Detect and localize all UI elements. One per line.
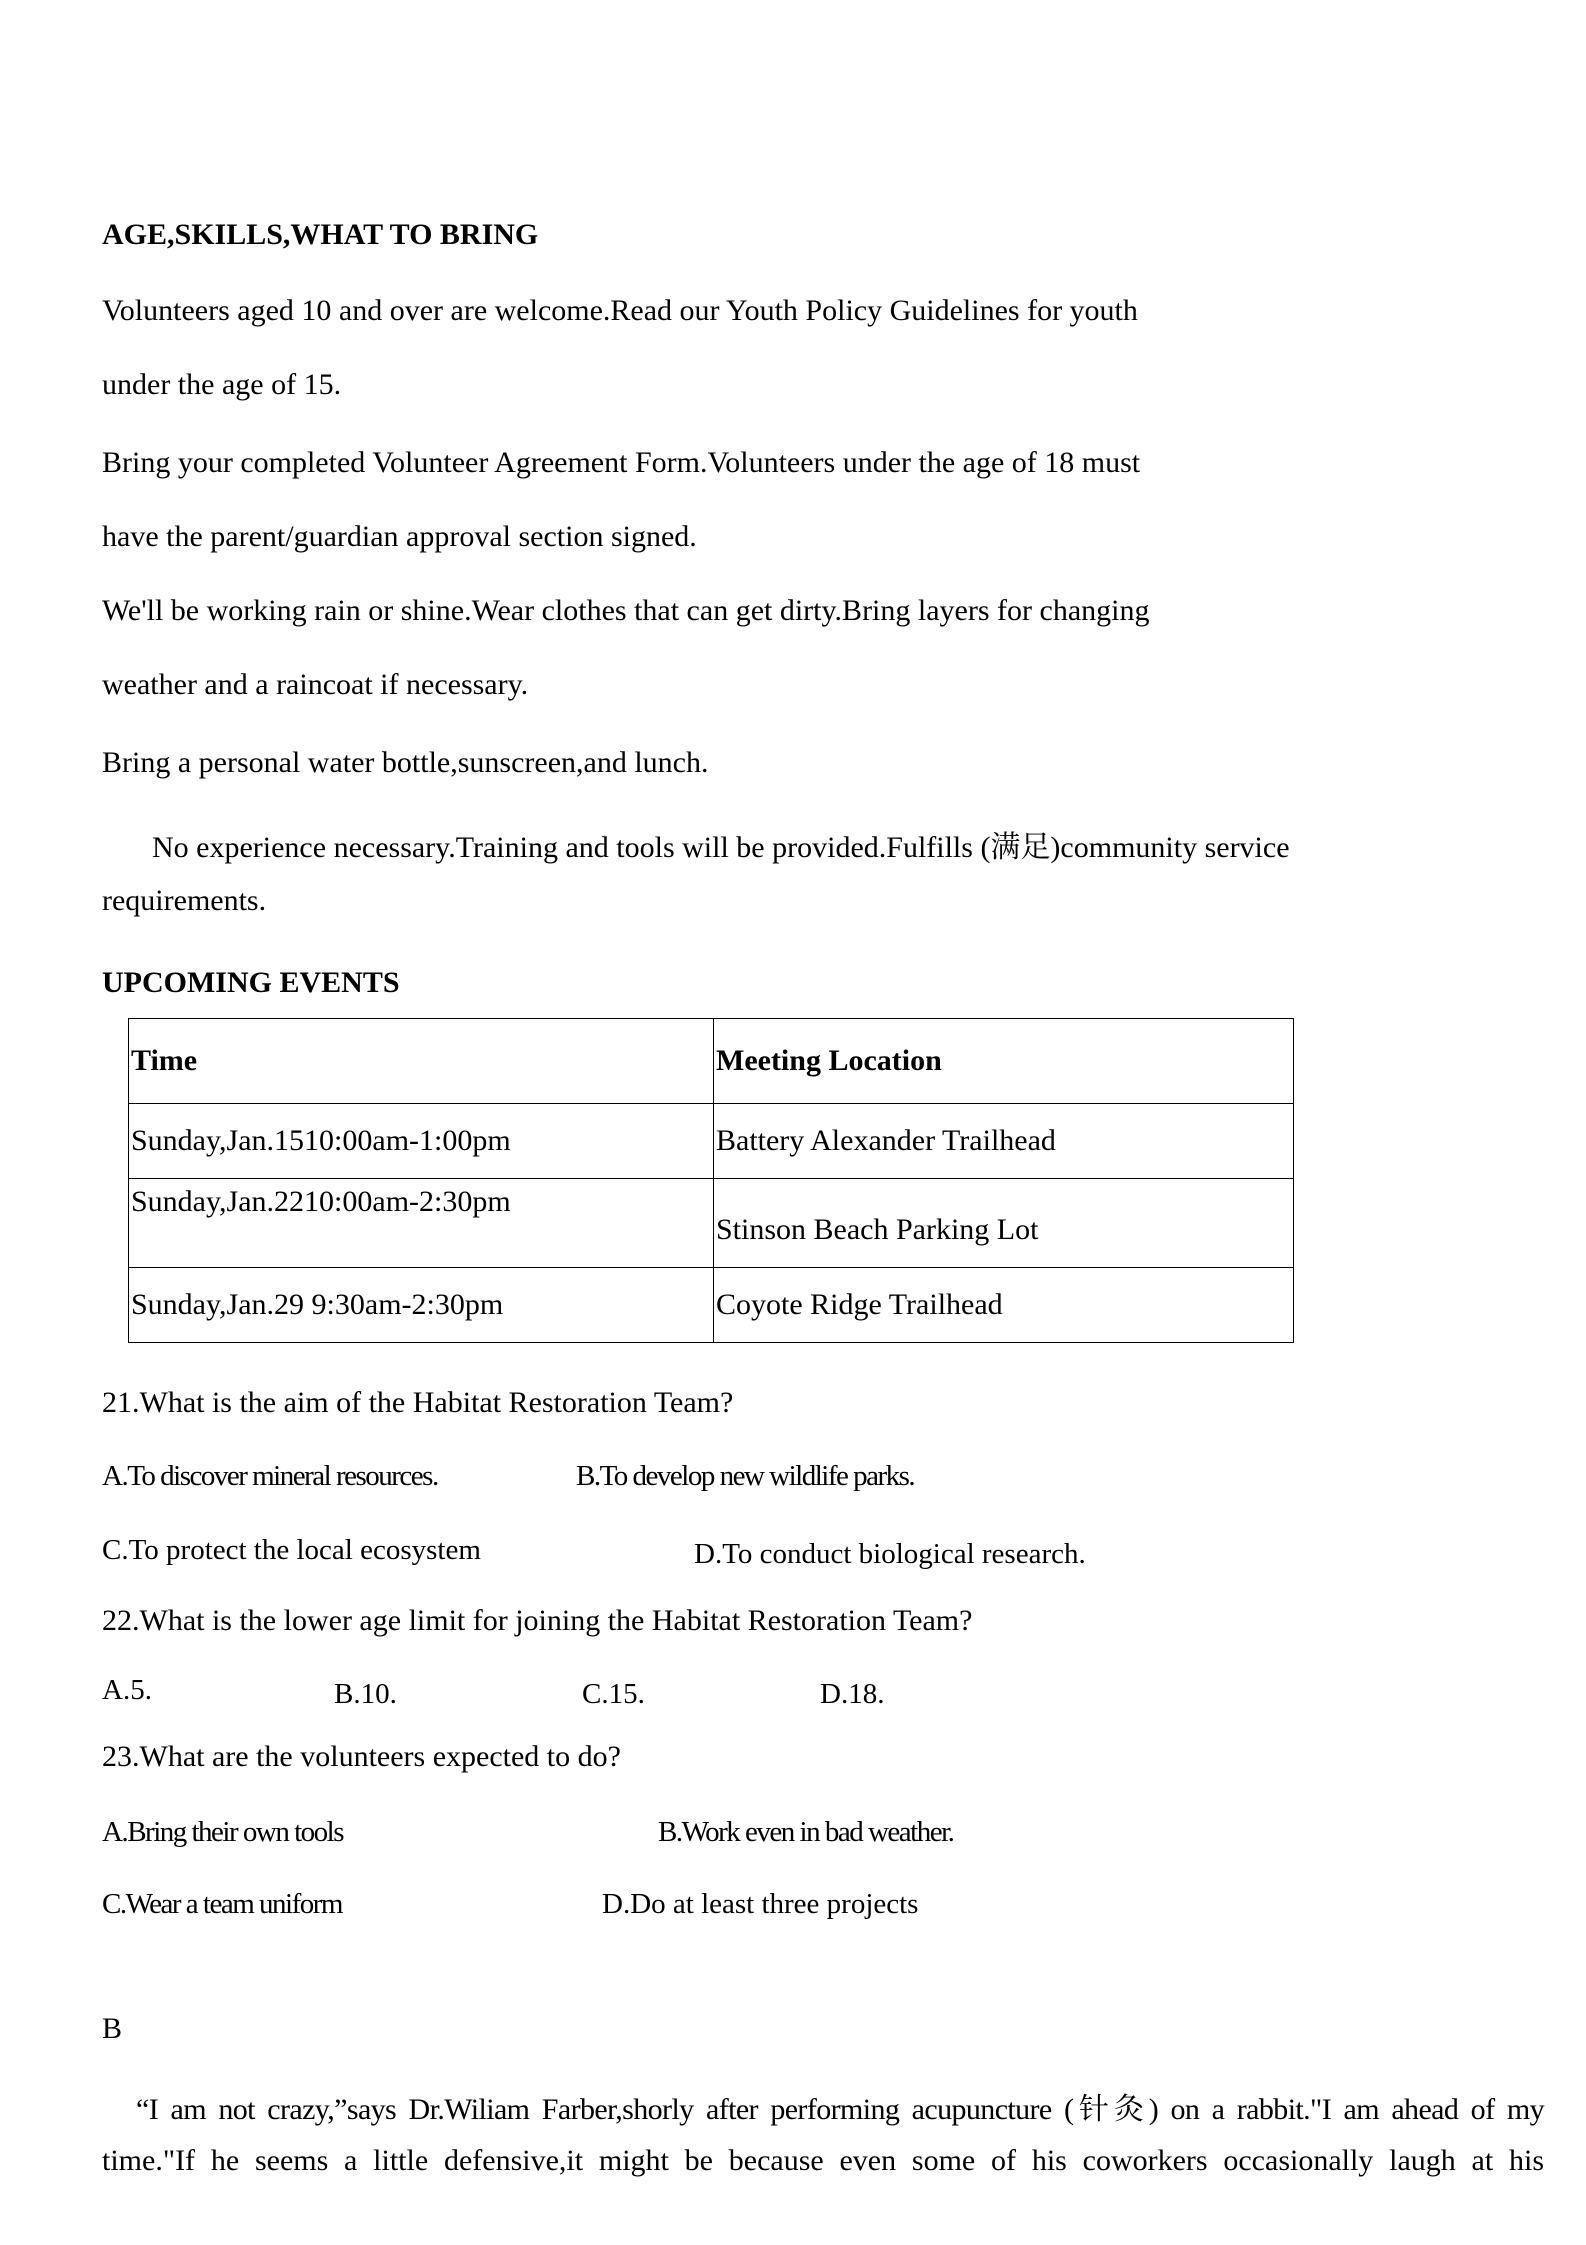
question-23-option-d: D.Do at least three projects xyxy=(602,1888,919,1920)
question-22-option-d: D.18. xyxy=(820,1678,885,1710)
paragraph-3-line-1: We'll be working rain or shine.Wear clothes that can get dirty.Bring layers for changing xyxy=(102,594,1150,627)
paragraph-4: Bring a personal water bottle,sunscreen,and lunch. xyxy=(102,746,709,779)
paragraph-1-line-1: Volunteers aged 10 and over are welcome.Read our Youth Policy Guidelines for youth xyxy=(102,294,1138,327)
section-b-label: B xyxy=(102,2012,123,2045)
section-b-paragraph-line-1: “I am not crazy,”says Dr.Wiliam Farber,shorly after performing acupuncture (针灸) on a rabbit."I am ahead of my xyxy=(136,2093,1544,2126)
paragraph-5-line-2: requirements. xyxy=(102,884,267,917)
question-21-option-b: B.To develop new wildlife parks. xyxy=(576,1460,915,1492)
section-heading-upcoming-events: UPCOMING EVENTS xyxy=(102,966,400,999)
question-21-option-d: D.To conduct biological research. xyxy=(694,1538,1086,1570)
events-table xyxy=(128,1018,1294,1343)
question-23-option-a: A.Bring their own tools xyxy=(102,1816,343,1848)
table-cell-location: Stinson Beach Parking Lot xyxy=(714,1179,1294,1268)
paragraph-2-line-2: have the parent/guardian approval section signed. xyxy=(102,520,697,553)
question-22-option-b: B.10. xyxy=(334,1678,397,1710)
paragraph-5-line-1: No experience necessary.Training and tools will be provided.Fulfills (满足)community service xyxy=(152,831,1290,864)
section-b-paragraph-line-2: time."If he seems a little defensive,it might be because even some of his coworkers occasionally laugh at his xyxy=(102,2144,1544,2177)
question-23: 23.What are the volunteers expected to do? xyxy=(102,1740,621,1773)
question-21-option-a: A.To discover mineral resources. xyxy=(102,1460,438,1492)
table-row xyxy=(129,1268,1294,1343)
paragraph-1-line-2: under the age of 15. xyxy=(102,368,342,401)
paragraph-3-line-2: weather and a raincoat if necessary. xyxy=(102,668,529,701)
table-cell-location: Coyote Ridge Trailhead xyxy=(714,1268,1294,1343)
question-22-option-c: C.15. xyxy=(582,1678,645,1710)
question-22: 22.What is the lower age limit for joining the Habitat Restoration Team? xyxy=(102,1604,973,1637)
question-21: 21.What is the aim of the Habitat Restoration Team? xyxy=(102,1386,734,1419)
table-cell-location: Battery Alexander Trailhead xyxy=(714,1104,1294,1179)
paragraph-2-line-1: Bring your completed Volunteer Agreement Form.Volunteers under the age of 18 must xyxy=(102,446,1141,479)
question-22-option-a: A.5. xyxy=(102,1674,152,1706)
table-row xyxy=(129,1179,1294,1268)
question-21-option-c: C.To protect the local ecosystem xyxy=(102,1534,481,1566)
table-cell-time: Sunday,Jan.29 9:30am-2:30pm xyxy=(129,1268,714,1343)
table-row xyxy=(129,1104,1294,1179)
question-23-option-b: B.Work even in bad weather. xyxy=(658,1816,954,1848)
table-header-row xyxy=(129,1019,1294,1104)
question-23-option-c: C.Wear a team uniform xyxy=(102,1888,342,1920)
table-cell-time: Sunday,Jan.2210:00am-2:30pm xyxy=(129,1179,714,1268)
table-header-time: Time xyxy=(129,1019,714,1104)
table-header-location: Meeting Location xyxy=(714,1019,1294,1104)
table-cell-time: Sunday,Jan.1510:00am-1:00pm xyxy=(129,1104,714,1179)
section-heading-age-skills: AGE,SKILLS,WHAT TO BRING xyxy=(102,218,539,251)
